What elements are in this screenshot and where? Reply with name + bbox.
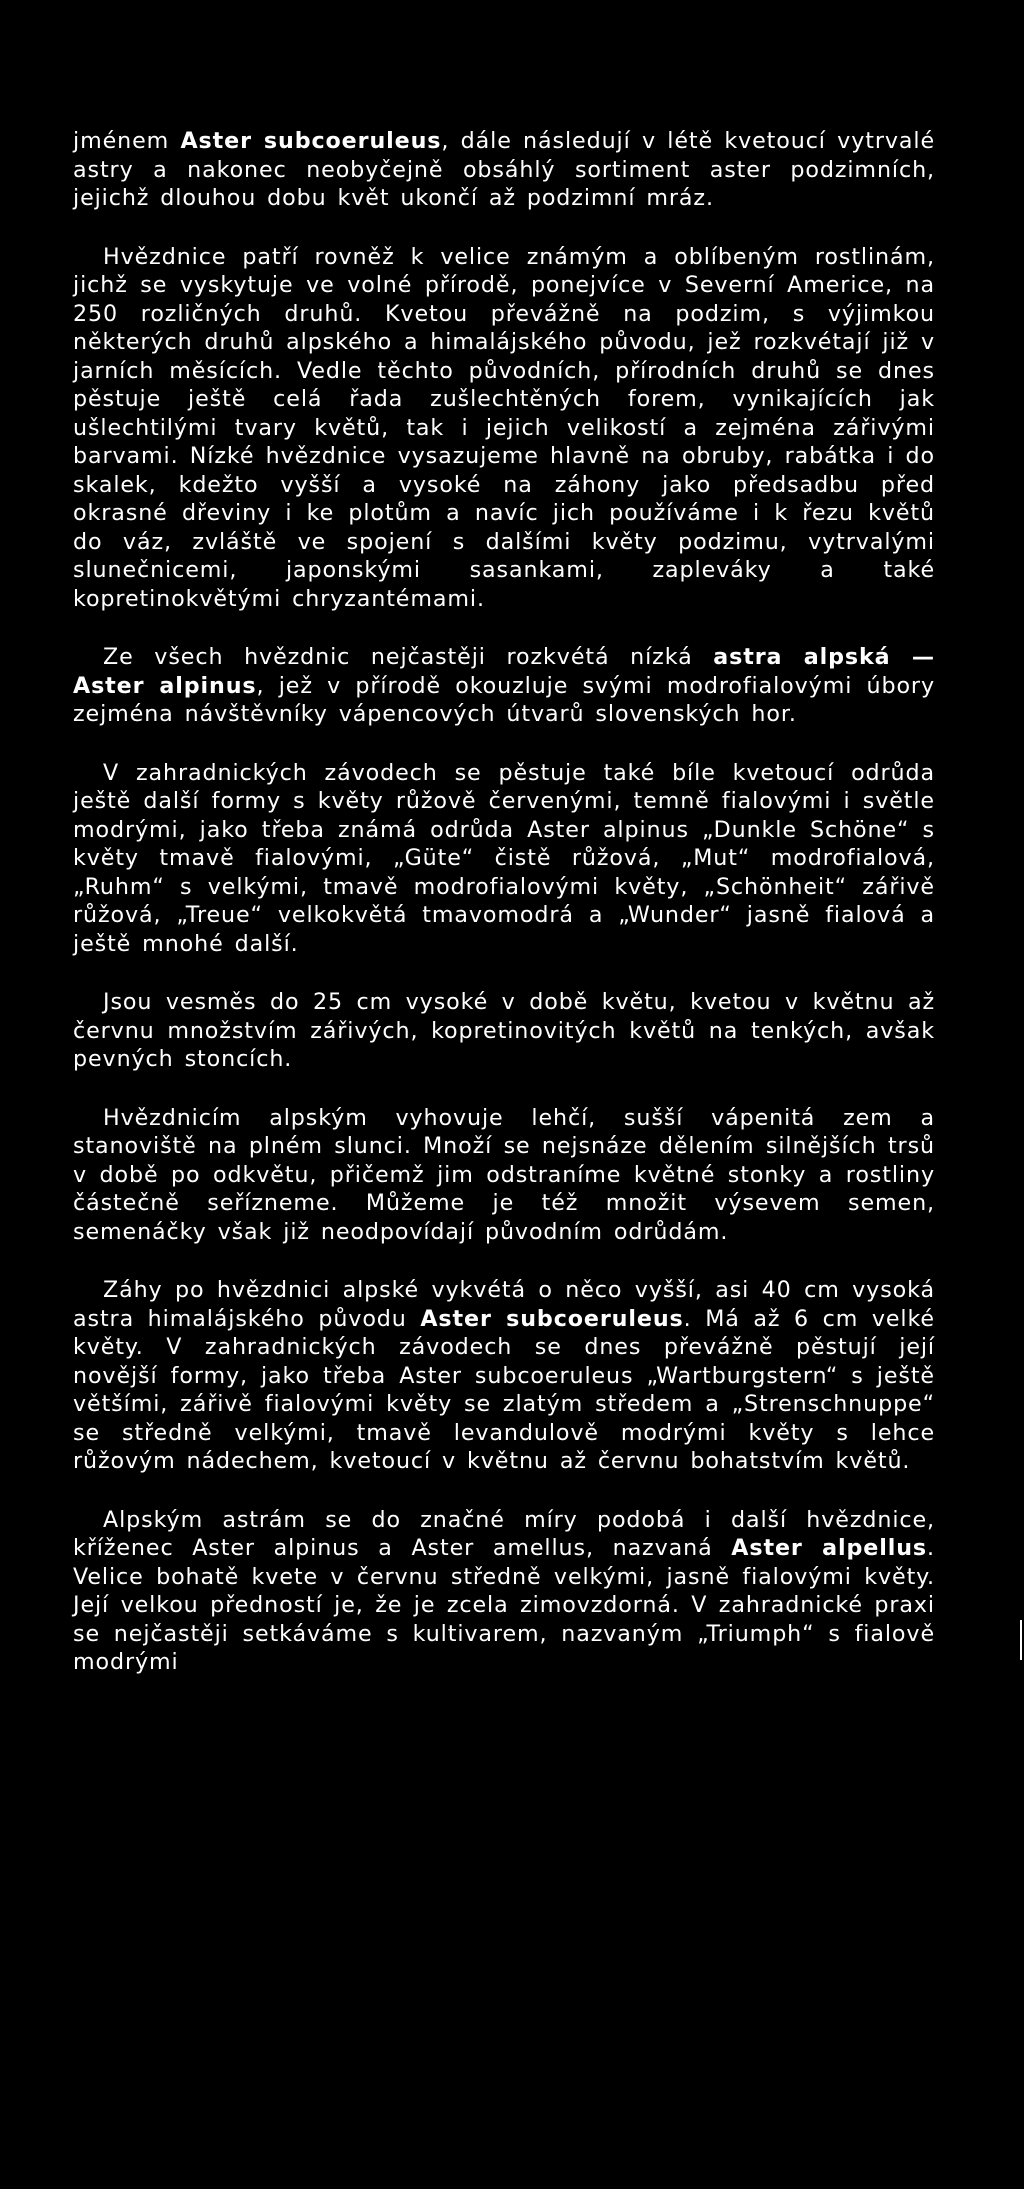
species-name: astra alpská — Aster alpinus — [73, 644, 935, 699]
text-run: Jsou vesměs do 25 cm vysoké v době květu, kvetou v květnu až červnu množstvím zářivých, kopretinovitých květů na tenkých, avšak pevných stoncích. — [73, 989, 935, 1072]
text-run: , dále následují v létě kvetoucí vytrvalé astry a nakonec neobyčejně obsáhlý sortiment aster podzimních, jejichž dlouhou dobu květ ukončí až podzimní mráz. — [73, 128, 935, 211]
species-name: Aster subcoeruleus — [420, 1305, 684, 1332]
text-run: Alpským astrám se do značné míry podobá i další hvězdnice, kříženec Aster alpinus a Aster amellus, nazvaná — [73, 1506, 935, 1561]
species-name: Aster subcoeruleus — [180, 128, 442, 154]
paragraph — [73, 643, 935, 729]
paragraph — [73, 988, 935, 1074]
paragraph — [73, 1506, 935, 1677]
paragraph — [73, 243, 935, 614]
species-name: Aster alpellus — [731, 1535, 928, 1561]
text-run: , jež v přírodě okouzluje svými modrofialovými úbory zejména návštěvníky vápencových útvarů slovenských hor. — [73, 672, 935, 727]
page-text — [73, 127, 935, 1677]
text-run: . Má až 6 cm velké květy. V zahradnických závodech se dnes převážně pěstují její novější formy, jako třeba Aster subcoeruleus „Wartburgstern“ s ještě většími, zářivě fialovými květy se zlatým středem a „Strenschnuppe“ se středně velkými, tmavě levandulově modrými květy s lehce růžovým nádechem, kvetoucí v květnu až červnu bohatstvím květů. — [73, 1305, 935, 1474]
text-run: V zahradnických závodech se pěstuje také bíle kvetoucí odrůda ještě další formy s květy růžově červenými, temně fialovými i světle modrými, jako třeba známá odrůda Aster alpinus „Dunkle Schöne“ s květy tmavě fialovými, „Güte“ čistě růžová, „Mut“ modrofialová, „Ruhm“ s velkými, tmavě modrofialovými květy, „Schönheit“ zářivě růžová, „Treue“ velkokvětá tmavomodrá a „Wunder“ jasně fialová a ještě mnohé další. — [73, 759, 935, 957]
paragraph — [73, 1276, 935, 1476]
text-run: Ze všech hvězdnic nejčastěji rozkvétá nízká — [103, 644, 714, 670]
page-edge-mark — [1020, 1620, 1022, 1660]
text-run: . Velice bohatě kvete v červnu středně velkými, jasně fialovými květy. Její velkou předností je, že je zcela zimovzdorná. V zahradnické praxi se nejčastěji setkáváme s kultivarem, nazvaným „Triumph“ s fialově modrými — [73, 1535, 935, 1675]
paragraph — [73, 127, 935, 213]
paragraph — [73, 759, 935, 959]
text-run: Hvězdnice patří rovněž k velice známým a oblíbeným rostlinám, jichž se vyskytuje ve volné přírodě, ponejvíce v Severní Americe, na 250 rozličných druhů. Kvetou převážně na podzim, s výjimkou některých druhů alpského a himalájského původu, jež rozkvétají již v jarních měsících. Vedle těchto původních, přírodních druhů se dnes pěstuje ještě celá řada zušlechtěných forem, vynikajících jak ušlechtilými tvary květů, tak i jejich velikostí a zejména zářivými barvami. Nízké hvězdnice vysazujeme hlavně na obruby, rabátka i do skalek, kdežto vyšší a vysoké na záhony jako předsadbu před okrasné dřeviny i ke plotům a navíc jich používáme i k řezu květů do váz, zvláště ve spojení s dalšími květy podzimu, vytrvalými slunečnicemi, japonskými sasankami, zapleváky a také kopretinokvětými chryzantémami. — [73, 243, 935, 612]
text-run: Hvězdnicím alpským vyhovuje lehčí, sušší vápenitá zem a stanoviště na plném slunci. Množí se nejsnáze dělením silnějších trsů v době po odkvětu, přičemž jim odstraníme květné stonky a rostliny částečně seřízneme. Můžeme je též množit výsevem semen, semenáčky však již neodpovídají původním odrůdám. — [73, 1104, 935, 1245]
text-run: jménem — [73, 128, 181, 154]
text-run: Záhy po hvězdnici alpské vykvétá o něco vyšší, asi 40 cm vysoká astra himalájského původu — [73, 1277, 935, 1332]
paragraph — [73, 1104, 935, 1247]
